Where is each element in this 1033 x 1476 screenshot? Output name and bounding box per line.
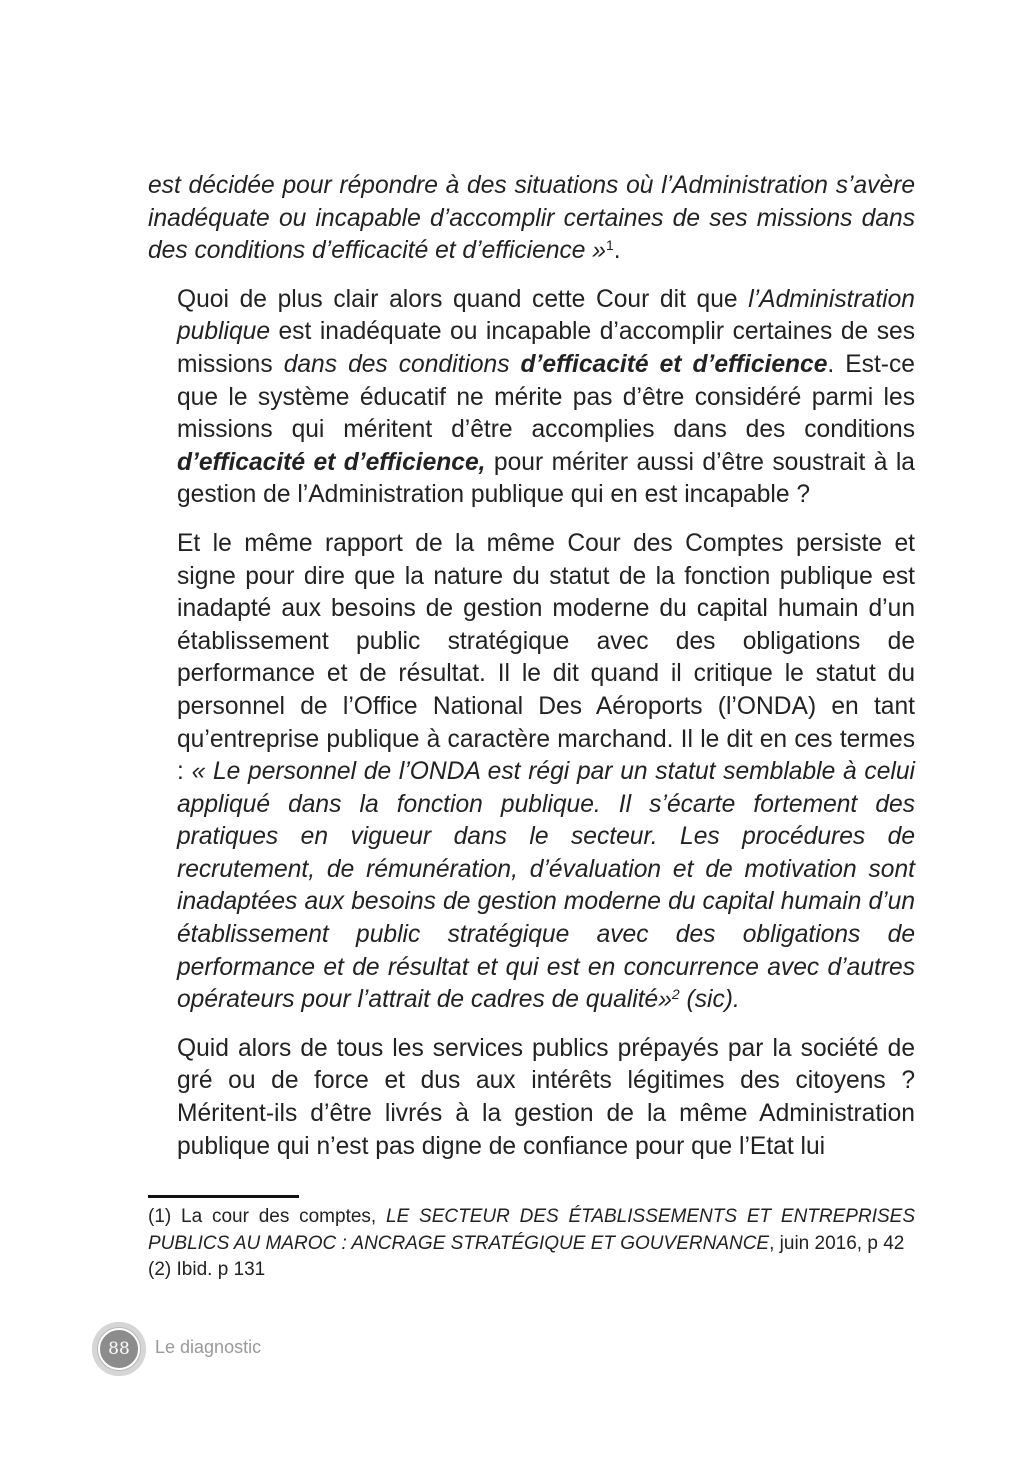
italic-run: l’Administration publique	[177, 285, 915, 346]
bold-italic-run: d’efficacité et d’efficience	[520, 350, 828, 378]
italic-quote: « Le personnel de l’ONDA est régi par un statut semblable à celui appliqué dans la fonction publique. Il s’écarte fortement des pratiques en vigueur dans le secteur. Les procédures de recrutement, de rémunération, d’évaluation et de motivation sont inadaptées aux besoins de gestion moderne du capital humain d’un établissement public stratégique avec des obligations de performance et de résultat et qui est en concurrence avec d’autres opérateurs pour l’attrait de cadres de qualité»	[177, 758, 915, 1014]
footnotes	[148, 1204, 915, 1284]
footnote-text: (1) La cour des comptes,	[148, 1206, 386, 1227]
paragraph-4	[148, 1033, 915, 1163]
bold-italic-run: d’efficacité et d’efficience,	[177, 448, 486, 476]
body-text	[148, 170, 915, 1163]
paragraph-1	[148, 170, 915, 268]
italic-run: (sic).	[679, 986, 740, 1014]
page-footer	[92, 1322, 392, 1382]
footnote-ref-2[interactable]: 2	[671, 986, 680, 1003]
footnote-title: LE SECTEUR DES ÉTABLISSEMENTS ET ENTREPRISES PUBLICS AU MAROC : ANCRAGE STRATÉGIQUE ET GOUVERNANCE	[148, 1206, 915, 1254]
page-number: 88	[98, 1328, 140, 1370]
footnote-1	[148, 1204, 915, 1257]
footnote-ref-1[interactable]: 1	[606, 237, 614, 254]
text-run: . Est-ce que le système éducatif ne mérite pas d’être considéré parmi les missions qui méritent d’être accomplies dans des conditions	[177, 350, 915, 444]
text-run: Quoi de plus clair alors quand cette Cour dit que	[177, 285, 749, 313]
footnote-2: (2) Ibid. p 131	[148, 1259, 266, 1280]
quote-continuation: est décidée pour répondre à des situations où l’Administration s’avère inadéquate ou incapable d’accomplir certaines de ses missions dans des conditions d’efficacité et d’efficience »	[148, 172, 915, 265]
text-run: pour mériter aussi d’être soustrait à la gestion de l’Administration publique qui en est incapable ?	[177, 448, 915, 509]
footnote-divider	[148, 1195, 299, 1198]
section-title: Le diagnostic	[155, 1337, 262, 1357]
text-run: Et le même rapport de la même Cour des Comptes persiste et signe pour dire que la nature du statut de la fonction publique est inadapté aux besoins de gestion moderne du capital humain d’un établissement public stratégique avec des obligations de performance et de résultat. Il le dit quand il critique le statut du personnel de l’Office National Des Aéroports (l’ONDA) en tant qu’entreprise publique à caractère marchand. Il le dit en ces termes :	[177, 529, 915, 786]
page-number-badge	[92, 1322, 146, 1376]
paragraph-3	[148, 528, 915, 1017]
text-run: Quid alors de tous les services publics prépayés par la société de gré ou de force et dus aux intérêts légitimes des citoyens ? Méritent-ils d’être livrés à la gestion de la même Administration publique qui n’est pas digne de confiance pour que l’Etat lui	[177, 1034, 915, 1160]
paragraph-2	[148, 284, 915, 512]
period: .	[613, 237, 621, 265]
footnote-text: , juin 2016, p 42	[769, 1232, 905, 1254]
italic-run: dans des conditions	[283, 350, 521, 378]
text-run: est inadéquate ou incapable d’accomplir certaines de ses missions	[177, 318, 915, 378]
